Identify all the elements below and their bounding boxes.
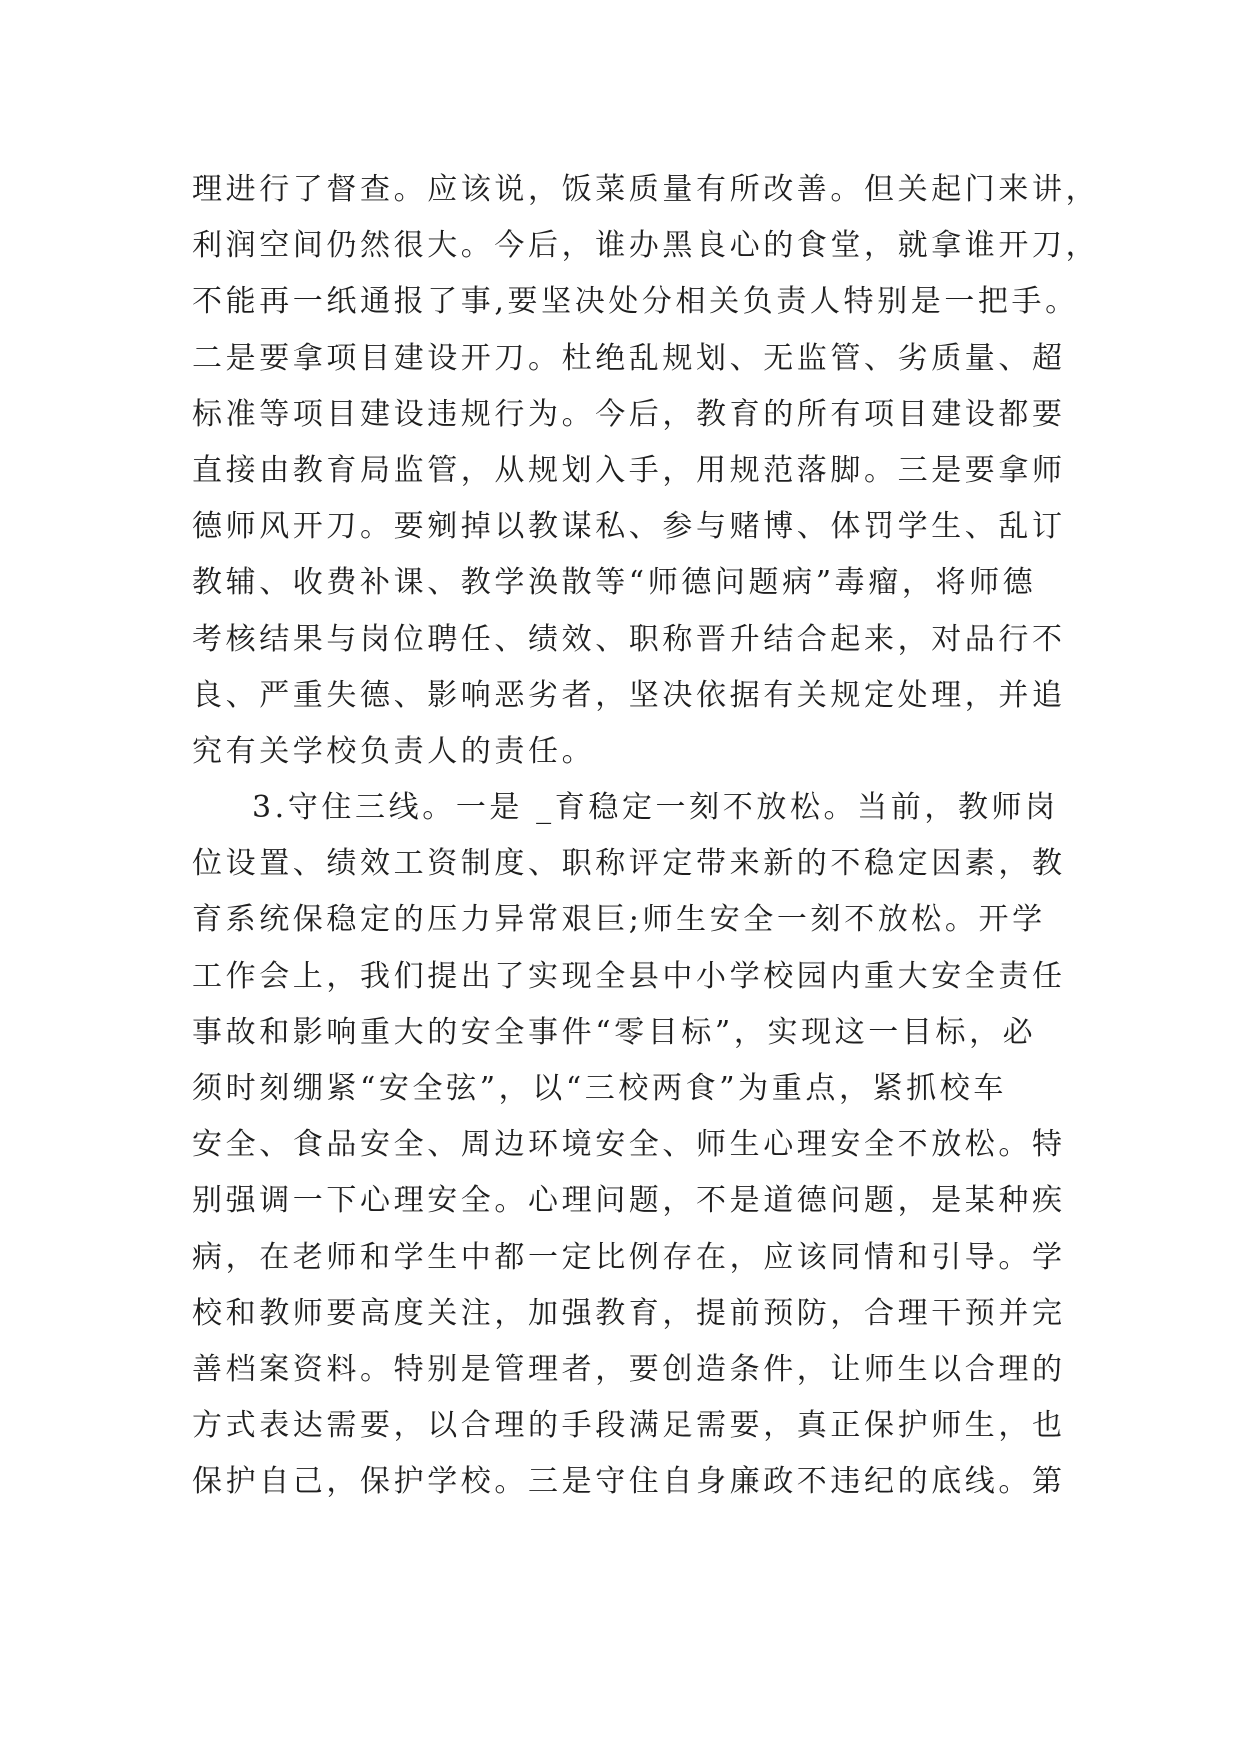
text-line: 考核结果与岗位聘任、绩效、职称晋升结合起来，对品行不 xyxy=(192,621,1066,657)
text-line: 事故和影响重大的安全事件“零目标”，实现这一目标，必 xyxy=(192,1014,1037,1050)
text-line: 二是要拿项目建设开刀。杜绝乱规划、无监管、劣质量、超 xyxy=(192,340,1066,376)
text-line: 德师风开刀。要剜掉以教谋私、参与赌博、体罚学生、乱订 xyxy=(192,509,1066,545)
body-text xyxy=(192,162,1100,1511)
text-line: 方式表达需要，以合理的手段满足需要，真正保护师生，也 xyxy=(192,1408,1066,1444)
paragraph-start-line: 3.守住三线。一是 _育稳定一刻不放松。当前，教师岗 xyxy=(252,790,1059,826)
text-line: 教辅、收费补课、教学涣散等“师德问题病”毒瘤，将师德 xyxy=(192,565,1037,601)
text-line: 病，在老师和学生中都一定比例存在，应该同情和引导。学 xyxy=(192,1239,1066,1275)
text-line: 须时刻绷紧“安全弦”，以“三校两食”为重点，紧抓校车 xyxy=(192,1071,1007,1106)
text-line: 直接由教育局监管，从规划入手，用规范落脚。三是要拿师 xyxy=(192,452,1066,488)
text-line: 良、严重失德、影响恶劣者，坚决依据有关规定处理，并追 xyxy=(192,677,1066,713)
text-line: 校和教师要高度关注，加强教育，提前预防，合理干预并完 xyxy=(192,1295,1066,1331)
text-line: 利润空间仍然很大。今后，谁办黑良心的食堂，就拿谁开刀， xyxy=(192,228,1100,264)
text-line: 育系统保稳定的压力异常艰巨;师生安全一刻不放松。开学 xyxy=(192,902,1046,938)
text-line: 究有关学校负责人的责任。 xyxy=(192,733,596,769)
text-line: 位设置、绩效工资制度、职称评定带来新的不稳定因素，教 xyxy=(192,846,1066,882)
text-line: 工作会上，我们提出了实现全县中小学校园内重大安全责任 xyxy=(192,958,1066,994)
text-line: 不能再一纸通报了事,要坚决处分相关负责人特别是一把手。 xyxy=(192,284,1079,320)
text-line: 善档案资料。特别是管理者，要创造条件，让师生以合理的 xyxy=(192,1351,1066,1387)
text-line: 别强调一下心理安全。心理问题，不是道德问题，是某种疾 xyxy=(192,1183,1066,1219)
text-line: 标准等项目建设违规行为。今后，教育的所有项目建设都要 xyxy=(192,396,1066,432)
text-line: 保护自己，保护学校。三是守住自身廉政不违纪的底线。第 xyxy=(192,1464,1066,1500)
text-line: 安全、食品安全、周边环境安全、师生心理安全不放松。特 xyxy=(192,1127,1066,1163)
text-line: 理进行了督查。应该说，饭菜质量有所改善。但关起门来讲， xyxy=(192,172,1100,207)
